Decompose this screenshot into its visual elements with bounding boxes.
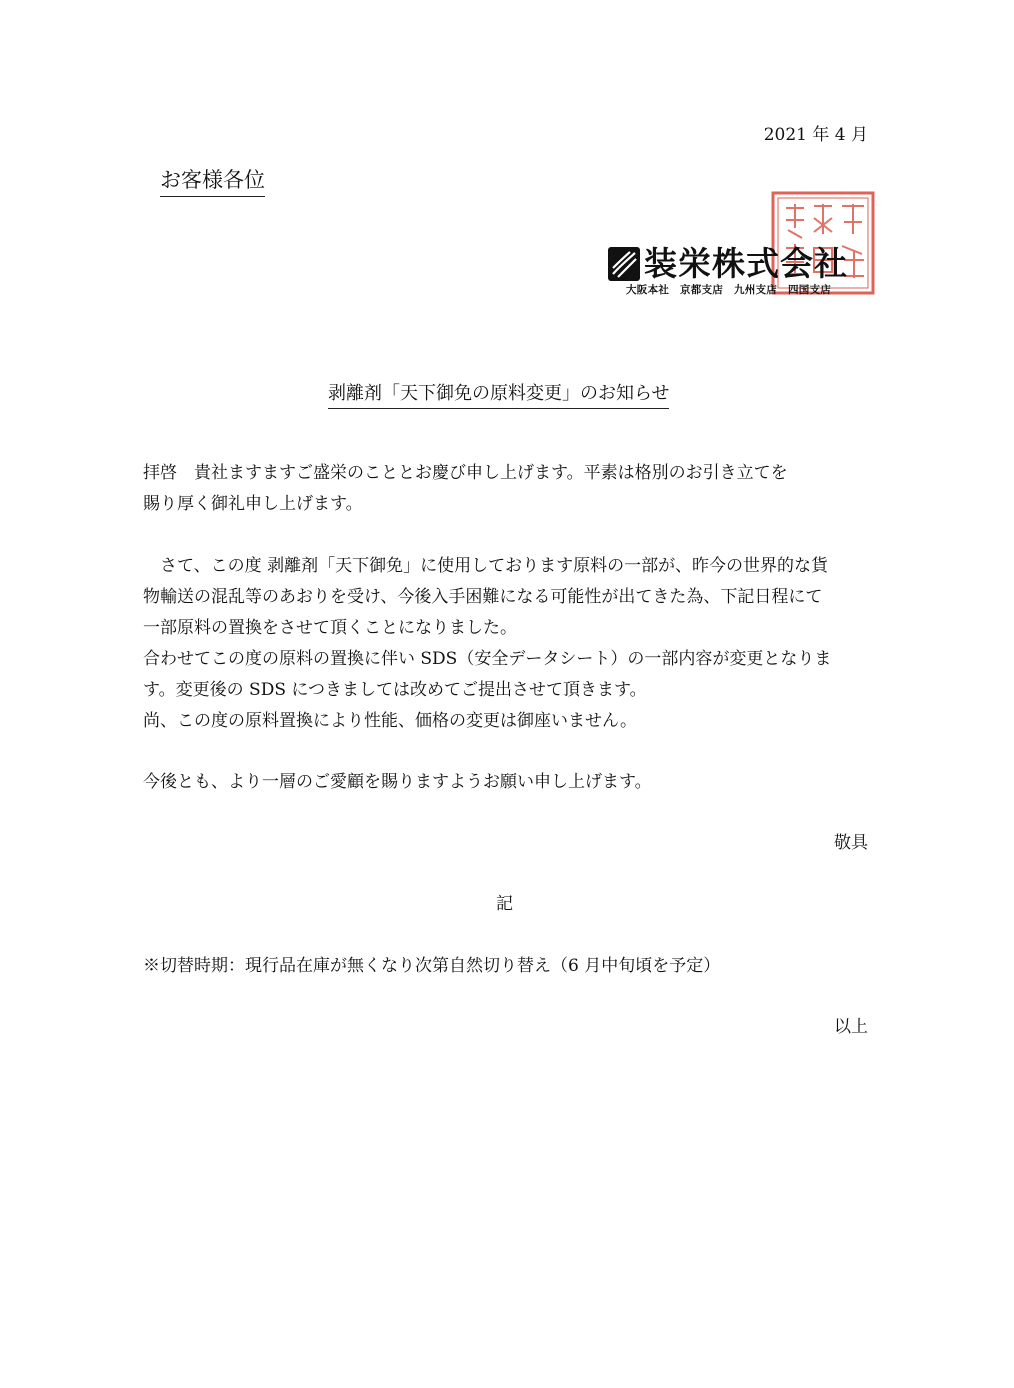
company-logo-icon <box>608 247 640 281</box>
body-line: さて、この度 剥離剤「天下御免」に使用しております原料の一部が、昨今の世界的な貨 <box>143 556 829 576</box>
closing-ijou: 以上 <box>834 1017 868 1037</box>
body-line: す。変更後の SDS につきましては改めてご提出させて頂きます。 <box>143 680 647 700</box>
body-line: 一部原料の置換をさせて頂くことになりました。 <box>143 618 517 638</box>
greeting-line: 賜り厚く御礼申し上げます。 <box>143 494 363 514</box>
greeting-line: 拝啓 貴社ますますご盛栄のこととお慶び申し上げます。平素は格別のお引き立てを <box>143 463 788 483</box>
letter-date: 2021 年 4 月 <box>763 125 868 145</box>
body-line: 物輸送の混乱等のあおりを受け、今後入手困難になる可能性が出てきた為、下記日程にて <box>143 587 823 607</box>
closing-keigu: 敬具 <box>834 833 868 853</box>
body-line: 合わせてこの度の原料の置換に伴い SDS（安全データシート）の一部内容が変更となりま <box>143 649 832 669</box>
closing-request: 今後とも、より一層のご愛顧を賜りますようお願い申し上げます。 <box>143 772 652 792</box>
company-name: 装栄株式会社 <box>644 244 848 283</box>
switch-period-note: ※切替時期：現行品在庫が無くなり次第自然切り替え（6 月中旬頃を予定） <box>143 956 721 976</box>
body-line: 尚、この度の原料置換により性能、価格の変更は御座いません。 <box>143 711 638 731</box>
recipient: お客様各位 <box>160 166 265 197</box>
document-title: 剥離剤「天下御免の原料変更」のお知らせ <box>328 381 669 409</box>
ki-heading: 記 <box>496 894 513 914</box>
company-branches: 大阪本社 京都支店 九州支店 四国支店 <box>626 284 832 296</box>
